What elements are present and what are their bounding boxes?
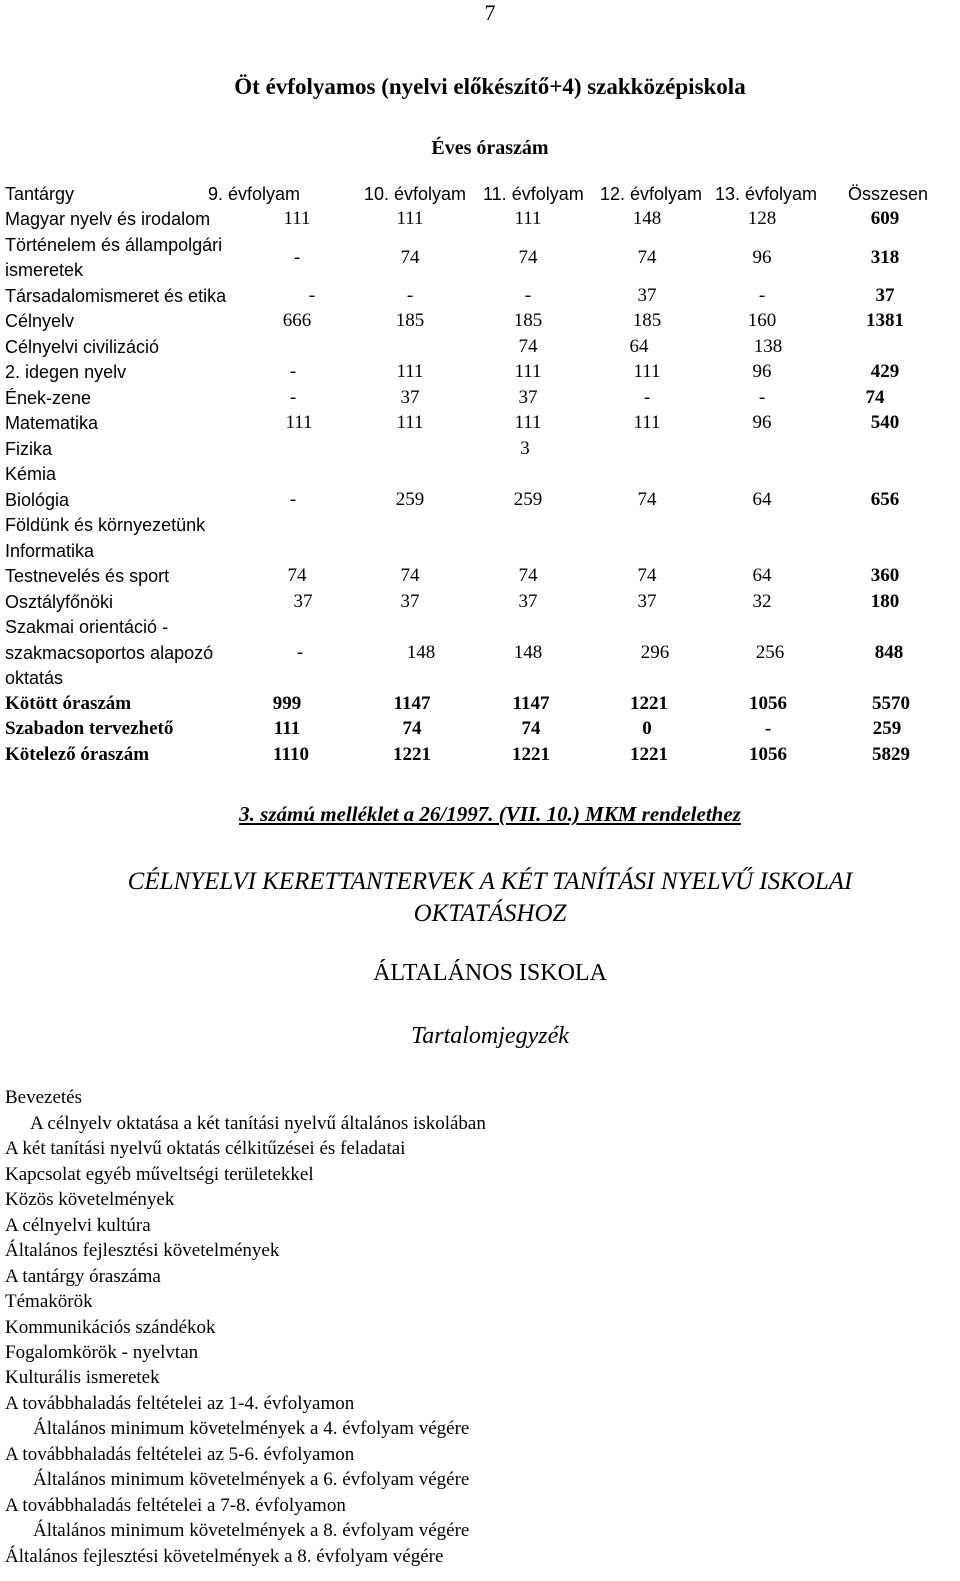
cell-value: 111 [285,412,313,433]
cell-value: 1221 [512,744,550,765]
toc-item: A továbbhaladás feltételei az 5-6. évfolyamon [5,1444,355,1465]
cell-value: 1147 [512,693,550,714]
cell-value: 148 [406,642,436,663]
cell-value: 1221 [393,744,431,765]
cell-value: 96 [752,247,772,268]
toc-item: Általános minimum követelmények a 8. évfolyam végére [33,1520,470,1541]
toc-item: A tantárgy óraszáma [5,1266,161,1287]
cell-total: 37 [875,285,895,306]
cell-value: 32 [752,591,772,612]
cell-value: 259 [395,489,425,510]
toc-title: Tartalomjegyzék [411,1023,569,1049]
cell-total: 5829 [872,744,910,765]
cell-value: 1056 [749,693,787,714]
school-heading: ÁLTALÁNOS ISKOLA [373,960,607,986]
cell-value: 185 [395,310,425,331]
cell-value: 37 [637,591,657,612]
cell-value: 37 [400,387,420,408]
cell-total: 540 [870,412,900,433]
toc-item: A továbbhaladás feltételei a 7-8. évfolyamon [5,1495,346,1516]
cell-total: 74 [865,387,885,408]
cell-total: 180 [870,591,900,612]
cell-value: 64 [752,489,772,510]
toc-item: A célnyelvi kultúra [5,1215,151,1236]
cell-total: 259 [872,718,902,739]
header-grade-12: 12. évfolyam [600,184,703,204]
row-label: Biológia [5,490,70,510]
document-title: Öt évfolyamos (nyelvi előkészítő+4) szakközépiskola [234,74,746,99]
cell-value: 96 [752,412,772,433]
cell-value: 74 [402,718,422,739]
cell-total: 360 [870,565,900,586]
toc-item: Fogalomkörök - nyelvtan [5,1342,199,1363]
cell-total: 429 [870,361,900,382]
cell-value: 666 [282,310,312,331]
row-label: Kötött óraszám [5,693,132,714]
cell-value: - [524,285,532,306]
toc-item: A célnyelv oktatása a két tanítási nyelvű általános iskolában [30,1113,486,1134]
cell-value: 128 [747,208,777,229]
main-title [0,866,960,930]
row-label: Kémia [5,464,57,484]
row-label-continued: szakmacsoportos alapozó [5,643,214,663]
row-label: Osztályfőnöki [5,592,114,612]
cell-value: 296 [640,642,670,663]
row-label: Fizika [5,439,53,459]
toc-item: Kommunikációs szándékok [5,1317,216,1338]
toc-item: Bevezetés [5,1087,83,1108]
cell-value: 64 [752,565,772,586]
cell-value: 3 [520,438,530,459]
cell-value: 74 [518,247,538,268]
row-label: Célnyelv [5,311,75,331]
header-grade-10: 10. évfolyam [364,184,467,204]
cell-value: 111 [396,361,424,382]
toc-item: Általános minimum követelmények a 6. évfolyam végére [33,1469,470,1490]
toc-item: Általános fejlesztési követelmények a 8. évfolyam végére [5,1546,444,1567]
cell-value: 259 [513,489,543,510]
cell-value: 256 [755,642,785,663]
toc-item: Általános minimum követelmények a 4. évfolyam végére [33,1418,470,1439]
cell-value: 37 [400,591,420,612]
toc-item: Közös követelmények [5,1189,175,1210]
cell-value: 1110 [273,744,309,765]
cell-value: 64 [629,336,649,357]
toc-item: A két tanítási nyelvű oktatás célkitűzései és feladatai [5,1138,406,1159]
header-grade-13: 13. évfolyam [715,184,818,204]
cell-value: 185 [513,310,543,331]
row-label: Társadalomismeret és etika [5,286,227,306]
cell-total: 656 [870,489,900,510]
header-subject: Tantárgy [5,184,75,204]
row-label: Magyar nyelv és irodalom [5,209,211,229]
cell-value: 999 [272,693,302,714]
row-label: Célnyelvi civilizáció [5,337,160,357]
cell-value: - [289,387,297,408]
cell-value: - [296,642,304,663]
cell-value: - [406,285,414,306]
cell-value: 74 [637,247,657,268]
cell-value: 111 [396,208,424,229]
cell-value: - [289,489,297,510]
cell-value: 37 [293,591,313,612]
cell-value: 1056 [749,744,787,765]
main-title-line-1: CÉLNYELVI KERETTANTERVEK A KÉT TANÍTÁSI NYELVŰ ISKOLAI [127,868,853,895]
cell-value: 1221 [630,693,668,714]
cell-value: 111 [396,412,424,433]
section-heading: Éves óraszám [431,137,549,159]
row-label: Szakmai orientáció - [5,617,169,637]
cell-value: 37 [518,591,538,612]
row-label: Ének-zene [5,388,92,408]
cell-value: 185 [632,310,662,331]
cell-value: 74 [400,247,420,268]
cell-value: 37 [637,285,657,306]
toc-item: Kulturális ismeretek [5,1367,160,1388]
cell-value: 74 [521,718,541,739]
cell-value: 111 [514,208,542,229]
cell-value: 0 [642,718,652,739]
cell-value: 74 [287,565,307,586]
row-label-continued: oktatás [5,668,64,688]
cell-value: 111 [633,412,661,433]
cell-value: 96 [752,361,772,382]
cell-value: 160 [747,310,777,331]
page-number: 7 [484,0,496,25]
cell-value: 74 [400,565,420,586]
main-title-line-2: OKTATÁSHOZ [413,900,567,927]
cell-value: 111 [273,718,301,739]
cell-value: - [293,247,301,268]
header-grade-11: 11. évfolyam [483,184,584,204]
cell-value: 111 [514,412,542,433]
cell-value: 74 [518,565,538,586]
toc-item: Témakörök [5,1291,93,1312]
row-label: Testnevelés és sport [5,566,170,586]
row-label: Informatika [5,541,95,561]
cell-value: 74 [637,489,657,510]
cell-value: - [758,387,766,408]
row-label-continued: ismeretek [5,260,84,280]
cell-total: 1381 [866,310,904,331]
cell-value: - [308,285,316,306]
header-total: Összesen [848,184,929,204]
row-label: Szabadon tervezhető [5,718,174,739]
toc-item: Kapcsolat egyéb műveltségi területekkel [5,1164,314,1185]
cell-value: 111 [514,361,542,382]
cell-value: - [758,285,766,306]
cell-value: 148 [632,208,662,229]
row-label: Történelem és állampolgári [5,235,223,255]
toc-item: A továbbhaladás feltételei az 1-4. évfolyamon [5,1393,355,1414]
annex-reference: 3. számú melléklet a 26/1997. (VII. 10.) MKM rendelethez [239,802,741,826]
cell-value: 138 [753,336,783,357]
cell-value: 1221 [630,744,668,765]
cell-value: 111 [283,208,311,229]
cell-total: 318 [870,247,900,268]
cell-value: 148 [513,642,543,663]
row-label: 2. idegen nyelv [5,362,127,382]
cell-value: 74 [637,565,657,586]
cell-value: 111 [633,361,661,382]
header-grade-9: 9. évfolyam [208,184,301,204]
cell-value: 74 [518,336,538,357]
row-label: Földünk és környezetünk [5,515,206,535]
row-label: Matematika [5,413,99,433]
row-label: Kötelező óraszám [5,744,150,765]
cell-total: 5570 [872,693,910,714]
cell-value: 37 [518,387,538,408]
cell-total: 609 [870,208,900,229]
cell-value: - [643,387,651,408]
cell-value: 1147 [393,693,431,714]
cell-value: - [289,361,297,382]
cell-total: 848 [874,642,904,663]
cell-value: - [764,718,772,739]
toc-item: Általános fejlesztési követelmények [5,1240,280,1261]
